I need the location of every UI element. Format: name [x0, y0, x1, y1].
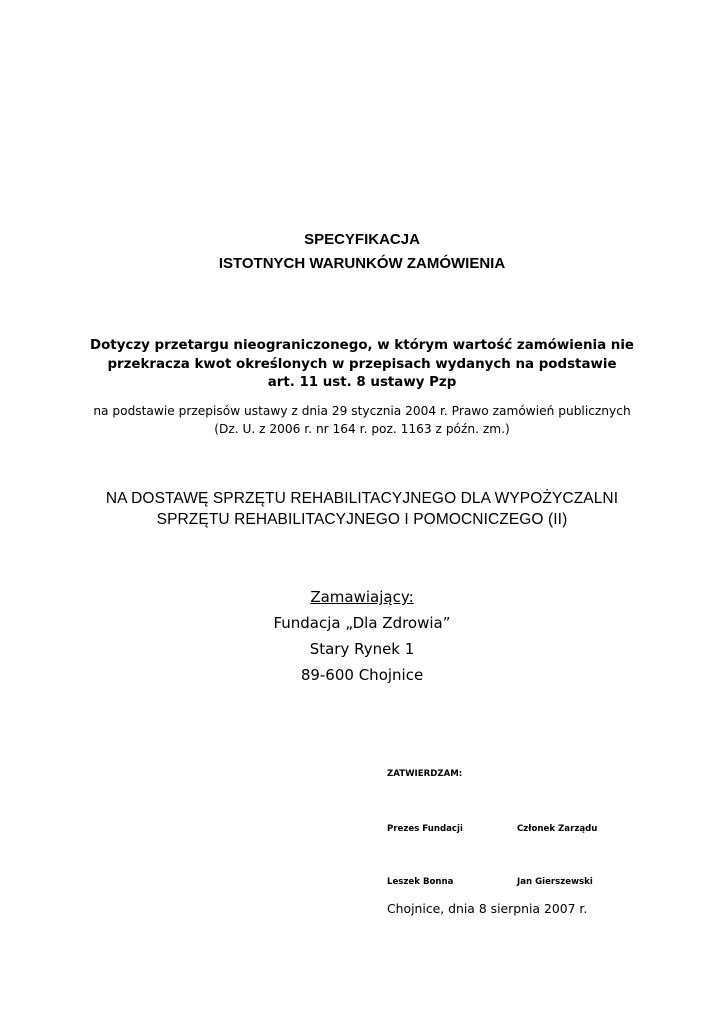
approval-heading: ZATWIERDZAM:	[387, 769, 463, 779]
signatory-role-1: Prezes Fundacji	[387, 824, 463, 834]
scope-line-2: przekracza kwot określonych w przepisach wydanych na podstawie	[107, 356, 617, 372]
order-subject	[0, 488, 724, 530]
signatory-name-1: Leszek Bonna	[387, 877, 454, 887]
place-and-date: Chojnice, dnia 8 sierpnia 2007 r.	[387, 901, 588, 916]
document-title	[0, 228, 724, 276]
legal-basis	[0, 402, 724, 438]
scope-line-3: art. 11 ust. 8 ustawy Pzp	[267, 375, 457, 390]
buyer-label: Zamawiający:	[310, 588, 414, 606]
buyer-street: Stary Rynek 1	[309, 640, 415, 658]
signatory-name-2: Jan Gierszewski	[517, 877, 593, 887]
title-line-1: SPECYFIKACJA	[304, 231, 420, 248]
legal-basis-line-2: (Dz. U. z 2006 r. nr 164 r. poz. 1163 z późn. zm.)	[214, 422, 510, 436]
buyer-name: Fundacja „Dla Zdrowia”	[273, 614, 451, 632]
signatory-role-2: Członek Zarządu	[517, 824, 598, 834]
subject-line-1: NA DOSTAWĘ SPRZĘTU REHABILITACYJNEGO DLA WYPOŻYCZALNI	[105, 490, 619, 507]
buyer-city: 89-600 Chojnice	[300, 666, 424, 684]
procedure-scope	[0, 337, 724, 393]
subject-line-2: SPRZĘTU REHABILITACYJNEGO I POMOCNICZEGO (II)	[156, 511, 568, 528]
contracting-authority	[0, 584, 724, 688]
title-line-2: ISTOTNYCH WARUNKÓW ZAMÓWIENIA	[218, 255, 506, 272]
legal-basis-line-1: na podstawie przepisów ustawy z dnia 29 stycznia 2004 r. Prawo zamówień publicznych	[93, 404, 631, 418]
scope-line-1: Dotyczy przetargu nieograniczonego, w którym wartość zamówienia nie	[89, 338, 634, 353]
